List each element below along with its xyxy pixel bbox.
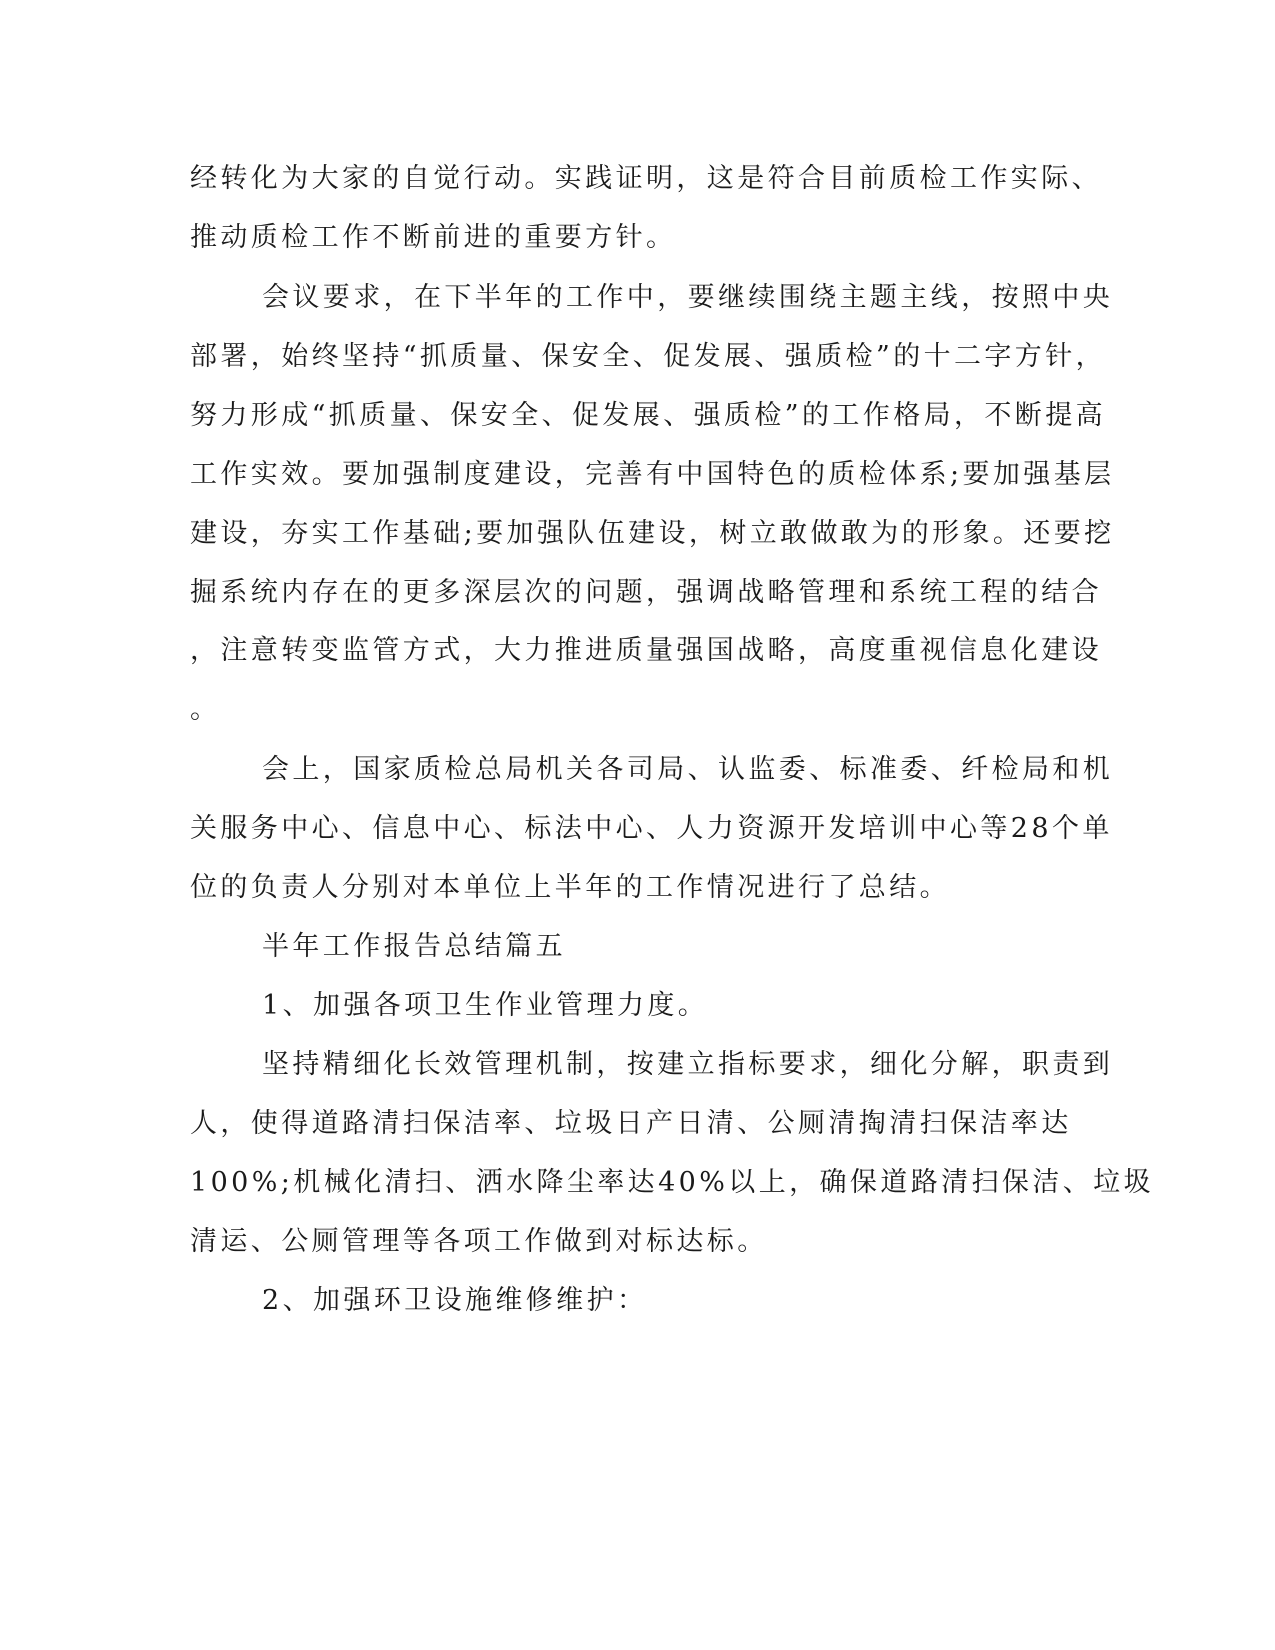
text-line: ，注意转变监管方式，大力推进质量强国战略，高度重视信息化建设 [190,635,1102,666]
paragraph-start: 会议要求，在下半年的工作中，要继续围绕主题主线，按照中央 [262,282,1114,313]
text-line: 经转化为大家的自觉行动。实践证明，这是符合目前质检工作实际、 [190,163,1102,194]
paragraph-start: 会上，国家质检总局机关各司局、认监委、标准委、纤检局和机 [262,754,1114,785]
text-line: 掘系统内存在的更多深层次的问题，强调战略管理和系统工程的结合 [190,577,1102,608]
text-line: 建设，夯实工作基础;要加强队伍建设，树立敢做敢为的形象。还要挖 [190,518,1115,549]
text-line: 关服务中心、信息中心、标法中心、人力资源开发培训中心等28个单 [190,813,1113,844]
text-line: 。 [190,694,221,725]
text-line: 工作实效。要加强制度建设，完善有中国特色的质检体系;要加强基层 [190,459,1115,490]
text-line: 部署，始终坚持“抓质量、保安全、促发展、强质检”的十二字方针， [190,341,1107,372]
text-line: 推动质检工作不断前进的重要方针。 [190,222,677,253]
text-line: 努力形成“抓质量、保安全、促发展、强质检”的工作格局，不断提高 [190,400,1107,431]
section-title: 半年工作报告总结篇五 [262,931,566,962]
text-line: 清运、公厕管理等各项工作做到对标达标。 [190,1226,768,1257]
text-line: 人，使得道路清扫保洁率、垃圾日产日清、公厕清掏清扫保洁率达 [190,1108,1072,1139]
text-line: 位的负责人分别对本单位上半年的工作情况进行了总结。 [190,872,950,903]
paragraph-start: 坚持精细化长效管理机制，按建立指标要求，细化分解，职责到 [262,1049,1114,1080]
item-heading: 2、加强环卫设施维修维护： [262,1285,648,1316]
text-line: 100%;机械化清扫、洒水降尘率达40%以上，确保道路清扫保洁、垃圾 [190,1167,1154,1198]
item-heading: 1、加强各项卫生作业管理力度。 [262,990,709,1021]
